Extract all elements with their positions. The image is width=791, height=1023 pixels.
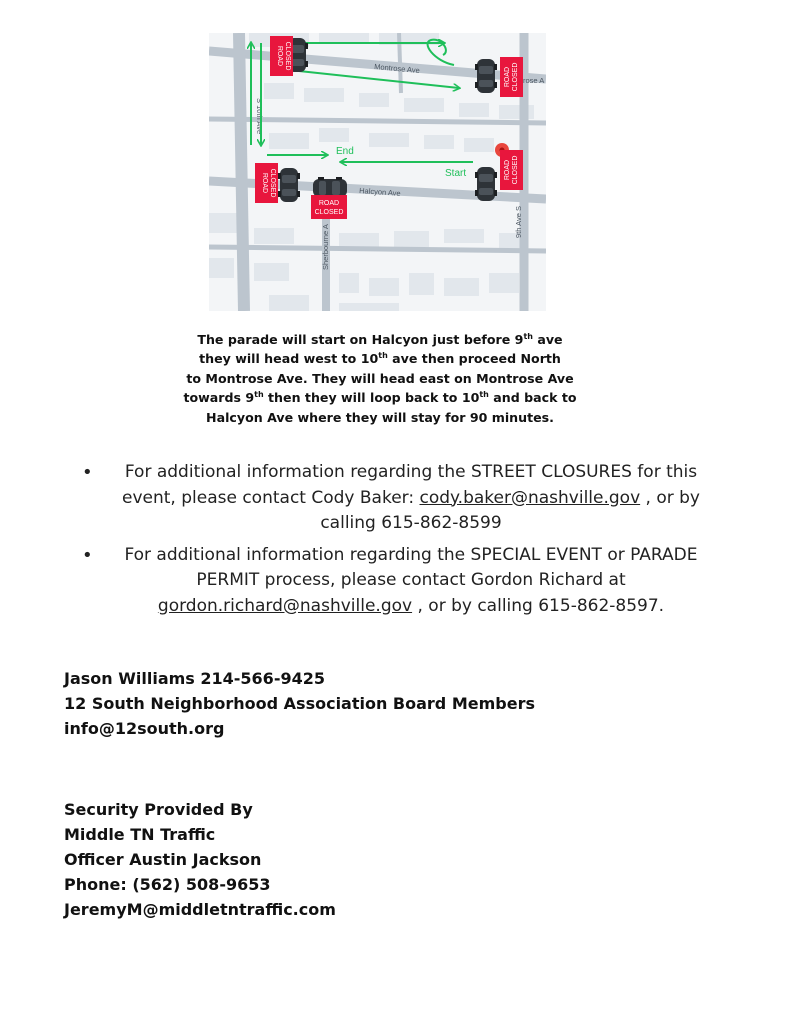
halcyon-ave-label: Halcyon Ave — [358, 186, 401, 198]
parade-route-description: The parade will start on Halcyon just before 9th ave they will head west to 10th ave then proceed North to Montrose Ave. They will head east on Montrose Ave towards 9th then they will loop back to 10th and back to Halcyon Ave where they will stay for 90 minutes. — [183, 332, 577, 425]
security-contact-block — [64, 797, 336, 922]
road-closed-sign-montrose-east — [500, 57, 523, 97]
special-event-permit-info: • For additional information regarding the SPECIAL EVENT or PARADE PERMIT process, please contact Gordon Richard at gordon.richard@nashville.gov , or by calling 615-862-8597. — [80, 543, 720, 620]
svg-text:ROAD: ROAD — [318, 200, 340, 207]
association-contact-block — [64, 666, 535, 741]
security-phone: Phone: (562) 508-9653 — [64, 875, 271, 894]
svg-text:ROAD: ROAD — [261, 172, 268, 194]
route-end-label: End — [336, 146, 354, 157]
security-email: JeremyM@middletntraffic.com — [64, 900, 336, 919]
svg-text:CLOSED: CLOSED — [269, 168, 276, 198]
svg-text:CLOSED: CLOSED — [512, 155, 519, 185]
road-closed-sign-montrose-west — [270, 36, 293, 76]
security-heading: Security Provided By — [64, 800, 253, 819]
montrose-ave-right-label: rose A — [523, 76, 545, 85]
svg-text:CLOSED: CLOSED — [284, 41, 291, 71]
route-start-label: Start — [445, 168, 467, 179]
road-closed-sign-halcyon-east — [500, 150, 523, 190]
association-title: 12 South Neighborhood Association Board Members — [64, 694, 535, 713]
police-car-icon — [278, 168, 300, 202]
association-contact-name: Jason Williams 214-566-9425 — [64, 669, 325, 688]
street-closures-info: • For additional information regarding the STREET CLOSURES for this event, please contact Cody Baker: cody.baker@nashville.gov , or by calling 615-862-8599 — [80, 460, 720, 537]
info-bullet-list — [80, 460, 720, 625]
parade-route-map — [209, 33, 546, 311]
ninth-ave-label: 9th Ave S — [514, 206, 523, 238]
association-email: info@12south.org — [64, 719, 225, 738]
security-officer: Officer Austin Jackson — [64, 850, 262, 869]
sherbourne-label: Sherbourne A — [321, 224, 330, 270]
svg-text:CLOSED: CLOSED — [512, 62, 519, 92]
montrose-ave-label: Montrose Ave — [373, 62, 421, 75]
svg-text:CLOSED: CLOSED — [314, 209, 344, 216]
road-closed-sign-halcyon-west — [255, 163, 278, 203]
gordon-richard-email-link[interactable]: gordon.richard@nashville.gov — [157, 595, 413, 616]
tenth-ave-label: S 10th Ave — [255, 98, 264, 135]
cody-baker-email-link[interactable]: cody.baker@nashville.gov — [419, 487, 641, 508]
svg-text:ROAD: ROAD — [504, 159, 511, 181]
svg-text:ROAD: ROAD — [276, 45, 283, 67]
svg-text:ROAD: ROAD — [504, 66, 511, 88]
police-car-icon — [475, 59, 497, 93]
road-closed-sign-sherbourne — [311, 195, 347, 219]
security-company: Middle TN Traffic — [64, 825, 216, 844]
police-car-icon — [475, 167, 497, 201]
